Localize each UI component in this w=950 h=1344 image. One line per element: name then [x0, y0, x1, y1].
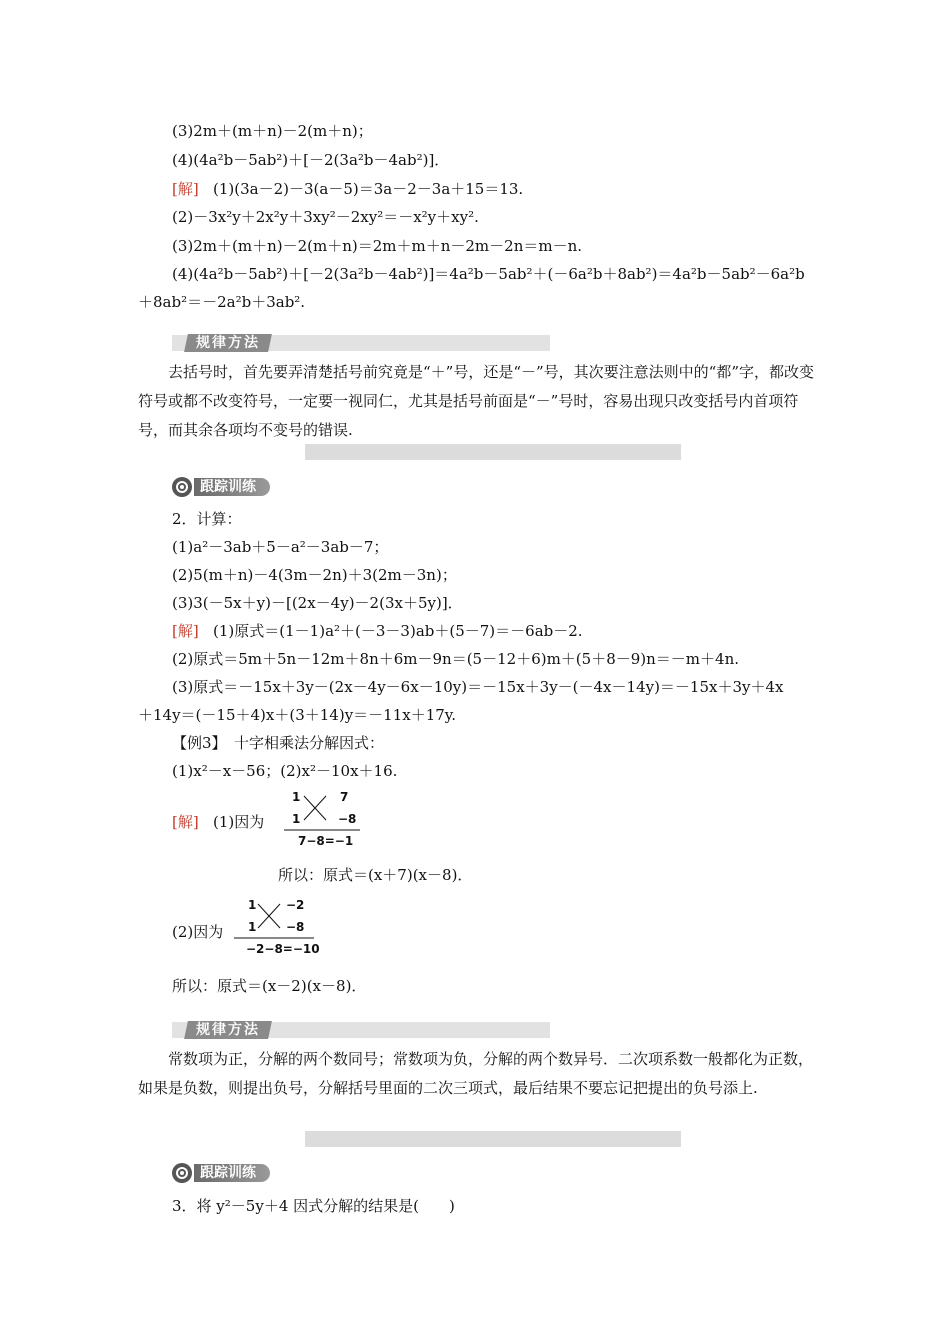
solution-line-3: (3)2m＋(m＋n)－2(m＋n)＝2m＋m＋n－2m－2n＝m－n.: [172, 237, 583, 255]
cross-bottom-right: −8: [338, 812, 357, 826]
solution-line-1: [172, 179, 523, 199]
solution-line-2: (2)－3x²y＋2x²y＋3xy²－2xy²＝－x²y＋xy².: [172, 208, 479, 226]
cross-bottom-left: 1: [248, 920, 257, 934]
result-line-1: 所以：原式＝(x＋7)(x－8)．: [278, 866, 473, 884]
solution-tag: [解]: [172, 180, 199, 198]
question-title: 3．将 y²－5y＋4 因式分解的结果是( ): [172, 1197, 455, 1215]
answer-line-4: ＋14y＝(－15＋4)x＋(3＋14)y＝－11x＋17y.: [138, 706, 457, 724]
cross-bottom-left: 1: [292, 812, 301, 826]
result-line-2: 所以：原式＝(x－2)(x－8)．: [172, 977, 367, 995]
cross-top-right: −2: [286, 898, 305, 912]
answer-text: (1)原式＝(1－1)a²＋(－3－3)ab＋(5－7)＝－6ab－2.: [213, 622, 583, 640]
section-divider: [305, 1131, 681, 1147]
example-heading: 【例3】 十字相乘法分解因式：: [172, 734, 385, 752]
solution-line-5: ＋8ab²＝－2a²b＋3ab².: [138, 293, 306, 311]
method-header-label: 规律方法: [184, 334, 272, 352]
method-header-label: 规律方法: [184, 1021, 272, 1039]
tracking-header: [172, 477, 270, 497]
question-part-3: (3)3(－5x＋y)－[(2x－4y)－2(3x＋5y)]．: [172, 594, 463, 612]
problem-line-4: (4)(4a²b－5ab²)＋[－2(3a²b－4ab²)]．: [172, 151, 450, 169]
question-part-2: (2)5(m＋n)－4(3m－2n)＋3(2m－3n)；: [172, 566, 457, 584]
example-solution-1: [172, 812, 264, 832]
answer-line-3: (3)原式＝－15x＋3y－(2x－4y－6x－10y)＝－15x＋3y－(－4x－14y)＝－15x＋3y＋4x: [172, 678, 784, 696]
solution-tag: [解]: [172, 622, 199, 640]
example-solution-2: (2)因为: [172, 923, 224, 941]
solution-tag: [解]: [172, 813, 199, 831]
because-text: (1)因为: [213, 813, 265, 831]
section-divider: [305, 444, 681, 460]
cross-top-left: 1: [248, 898, 257, 912]
tracking-label: 跟踪训练: [194, 1164, 270, 1182]
cross-top-left: 1: [292, 790, 301, 804]
example-question: (1)x²－x－56；(2)x²－10x＋16.: [172, 762, 398, 780]
cross-bottom-right: −8: [286, 920, 305, 934]
cross-sum: −2−8=−10: [246, 942, 320, 956]
target-icon: [172, 1163, 192, 1183]
tracking-label: 跟踪训练: [194, 478, 270, 496]
tracking-header: [172, 1163, 270, 1183]
method-paragraph: 常数项为正，分解的两个数同号；常数项为负，分解的两个数异号．二次项系数一般都化为正数，如果是负数，则提出负号，分解括号里面的二次三项式，最后结果不要忘记把提出的负号添上.: [138, 1050, 814, 1097]
cross-top-right: 7: [340, 790, 349, 804]
method-paragraph: 去括号时，首先要弄清楚括号前究竟是“＋”号，还是“－”号，其次要注意法则中的“都”字，都改变符号或都不改变符号，一定要一视同仁，尤其是括号前面是“－”号时，容易出现只改变括号内首项符号，而其余各项均不变号的错误.: [138, 363, 815, 439]
question-title: 2．计算：: [172, 510, 242, 528]
target-icon: [172, 477, 192, 497]
solution-text: (1)(3a－2)－3(a－5)＝3a－2－3a＋15＝13.: [213, 180, 524, 198]
answer-line-2: (2)原式＝5m＋5n－12m＋8n＋6m－9n＝(5－12＋6)m＋(5＋8－9)n＝－m＋4n.: [172, 650, 739, 668]
solution-line-4: (4)(4a²b－5ab²)＋[－2(3a²b－4ab²)]＝4a²b－5ab²＋(－6a²b＋8ab²)＝4a²b－5ab²－6a²b: [172, 265, 805, 283]
question-part-1: (1)a²－3ab＋5－a²－3ab－7；: [172, 538, 389, 556]
problem-line-3: (3)2m＋(m＋n)－2(m＋n)；: [172, 122, 373, 140]
cross-diagram-2: [234, 896, 318, 958]
cross-diagram-1: [284, 788, 364, 850]
answer-line-1: [172, 621, 583, 641]
cross-sum: 7−8=−1: [298, 834, 354, 848]
